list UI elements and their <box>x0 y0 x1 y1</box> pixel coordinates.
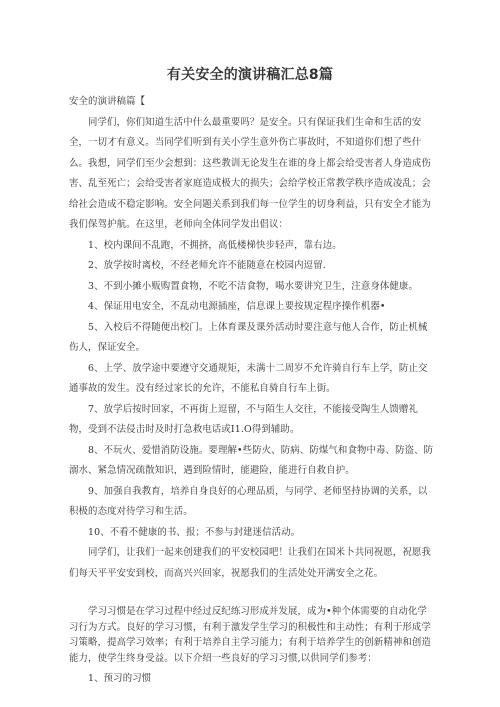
list-item: 7、放学后按时回家，不再街上逗留，不与陌生人交往，不能接受陶生人馈赠礼物，受到不法侵击时及时打急救电话或I1.O得到辅助。 <box>69 403 418 435</box>
list-item: 2、放学按时离校，不经老师允许不能随意在校园内逗留. <box>88 260 326 271</box>
list-item: 4、保证用电安全，不乱动电源插座，信息课上要按规定程序操作机器• <box>88 301 386 312</box>
paragraph-intro: 同学们，你们知道生活中什么最重要吗？是安全。只有保证我们生命和生活的安全，一切才有意义。当同学们听到有关小学生意外伤亡事故时，不知道你们想了些什么。我想，同学们至少会想到：这些教训无论发生在谁的身上都会给受害者人身造成伤害、乱至死亡；会给受害者家庭造成极大的损失；会给学校正常教学秩序造成凌乱；会给社会造成不稳定影响。安全问题关系到我们每一位学生的切身利益，只有安全才能为我们保驾护航。在这里，老师向全体同学发出倡议： <box>69 116 431 230</box>
list-item: 10、不看不健康的书、报；不参与封建迷信活动。 <box>88 526 301 538</box>
list-item: 9、加强自我教育，培养自身良好的心理品质，与同学、老师坚持协调的关系，以积极的态度对待学习和生活。 <box>69 485 428 517</box>
list-item: 8、不玩火、爱惜消防设施。要理解•些防火、防病、防煤气和食物中毒、防盗、防溺水、紧急情况疏散知识，遇到险情时，能避险，能进行自救自护。 <box>69 444 434 476</box>
list-item: 5、入校后不得随便出校门。上体育课及课外活动时要注意与他人合作，防止机械伤人，保证安全。 <box>69 321 428 353</box>
list-item: 1、校内课间不乱跑，不拥挤，高低楼梯快步轻声，靠右边。 <box>88 239 342 251</box>
list-item: 6、上学、放学途中要遵守交通规矩，未满十二周岁不允许骑自行车上学，防止交通事故的发生。没有经过家长的允许，不能私自骑自行车上街。 <box>69 362 428 394</box>
document-title: 有关安全的演讲稿汇总8篇 <box>166 67 334 83</box>
list-item: 1、预习的习惯 <box>88 673 152 684</box>
document-body-continued <box>69 604 434 687</box>
document-body <box>69 92 434 584</box>
paragraph-study-habits: 学习习惯是在学习过程中经过反纪练习形成并发展，成为•种个体需要的自动化学习行为方式。良好的学习习惯，有利于激发学生学习的积极性和主动性；有利于形成学习策略，提高学习效率；有利于培养自主学习能力；有利于培养学生的创新精神和创造能力，使学生终身受益。以下介绍一些良好的学习习惯,以供同学们参考： <box>69 606 431 664</box>
list-item: 3、不到小摊小贩购置食物，不吃不洁食物，喝水要讲究卫生，注意身体健康。 <box>88 280 418 292</box>
section-heading: 安全的演讲稿篇【 <box>69 96 146 107</box>
paragraph-closing: 同学们，让我们一起来创建我们的平安校园吧！让我们在国米卜共同祝愿，祝愿我们每天平平安安到校，而高兴兴回家，祝愿我们的生活处处开满安全之花。 <box>69 547 431 579</box>
